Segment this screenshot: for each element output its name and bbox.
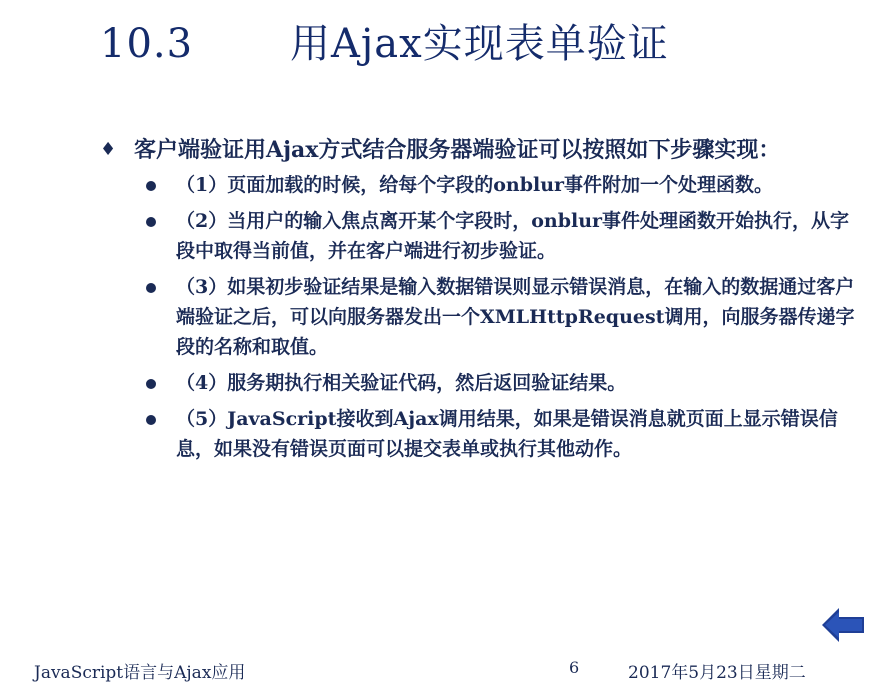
title-text: 用Ajax实现表单验证 <box>290 21 669 67</box>
dot-bullet-icon <box>146 181 156 191</box>
footer-date: 2017年5月23日星期二 <box>628 663 806 683</box>
footer-course: JavaScript语言与Ajax应用 <box>34 663 246 683</box>
list-item <box>100 170 866 200</box>
main-point <box>100 134 870 166</box>
slide-content <box>100 134 870 470</box>
list-item <box>100 206 866 266</box>
step-text: （3）如果初步验证结果是输入数据错误则显示错误消息，在输入的数据通过客户端验证之后，可以向服务器发出一个XMLHttpRequest调用，向服务器传递字段的名称和取值。 <box>176 276 855 358</box>
main-point-text: 客户端验证用Ajax方式结合服务器端验证可以按照如下步骤实现： <box>134 137 781 163</box>
dot-bullet-icon <box>146 379 156 389</box>
back-button[interactable] <box>822 606 864 644</box>
list-item <box>100 404 866 464</box>
step-text: （2）当用户的输入焦点离开某个字段时，onblur事件处理函数开始执行，从字段中取得当前值，并在客户端进行初步验证。 <box>176 210 850 262</box>
section-number: 10.3 <box>100 21 194 67</box>
step-text: （1）页面加载的时候，给每个字段的onblur事件附加一个处理函数。 <box>176 174 774 196</box>
diamond-bullet-icon: ♦ <box>100 139 117 160</box>
slide-title <box>100 16 669 72</box>
dot-bullet-icon <box>146 283 156 293</box>
dot-bullet-icon <box>146 415 156 425</box>
list-item <box>100 368 866 398</box>
footer-page-number: 6 <box>569 658 580 677</box>
dot-bullet-icon <box>146 217 156 227</box>
list-item <box>100 272 866 362</box>
steps-list <box>100 170 870 464</box>
arrow-left-icon <box>822 606 864 644</box>
step-text: （4）服务期执行相关验证代码，然后返回验证结果。 <box>176 372 627 394</box>
step-text: （5）JavaScript接收到Ajax调用结果，如果是错误消息就页面上显示错误信息，如果没有错误页面可以提交表单或执行其他动作。 <box>176 408 838 460</box>
